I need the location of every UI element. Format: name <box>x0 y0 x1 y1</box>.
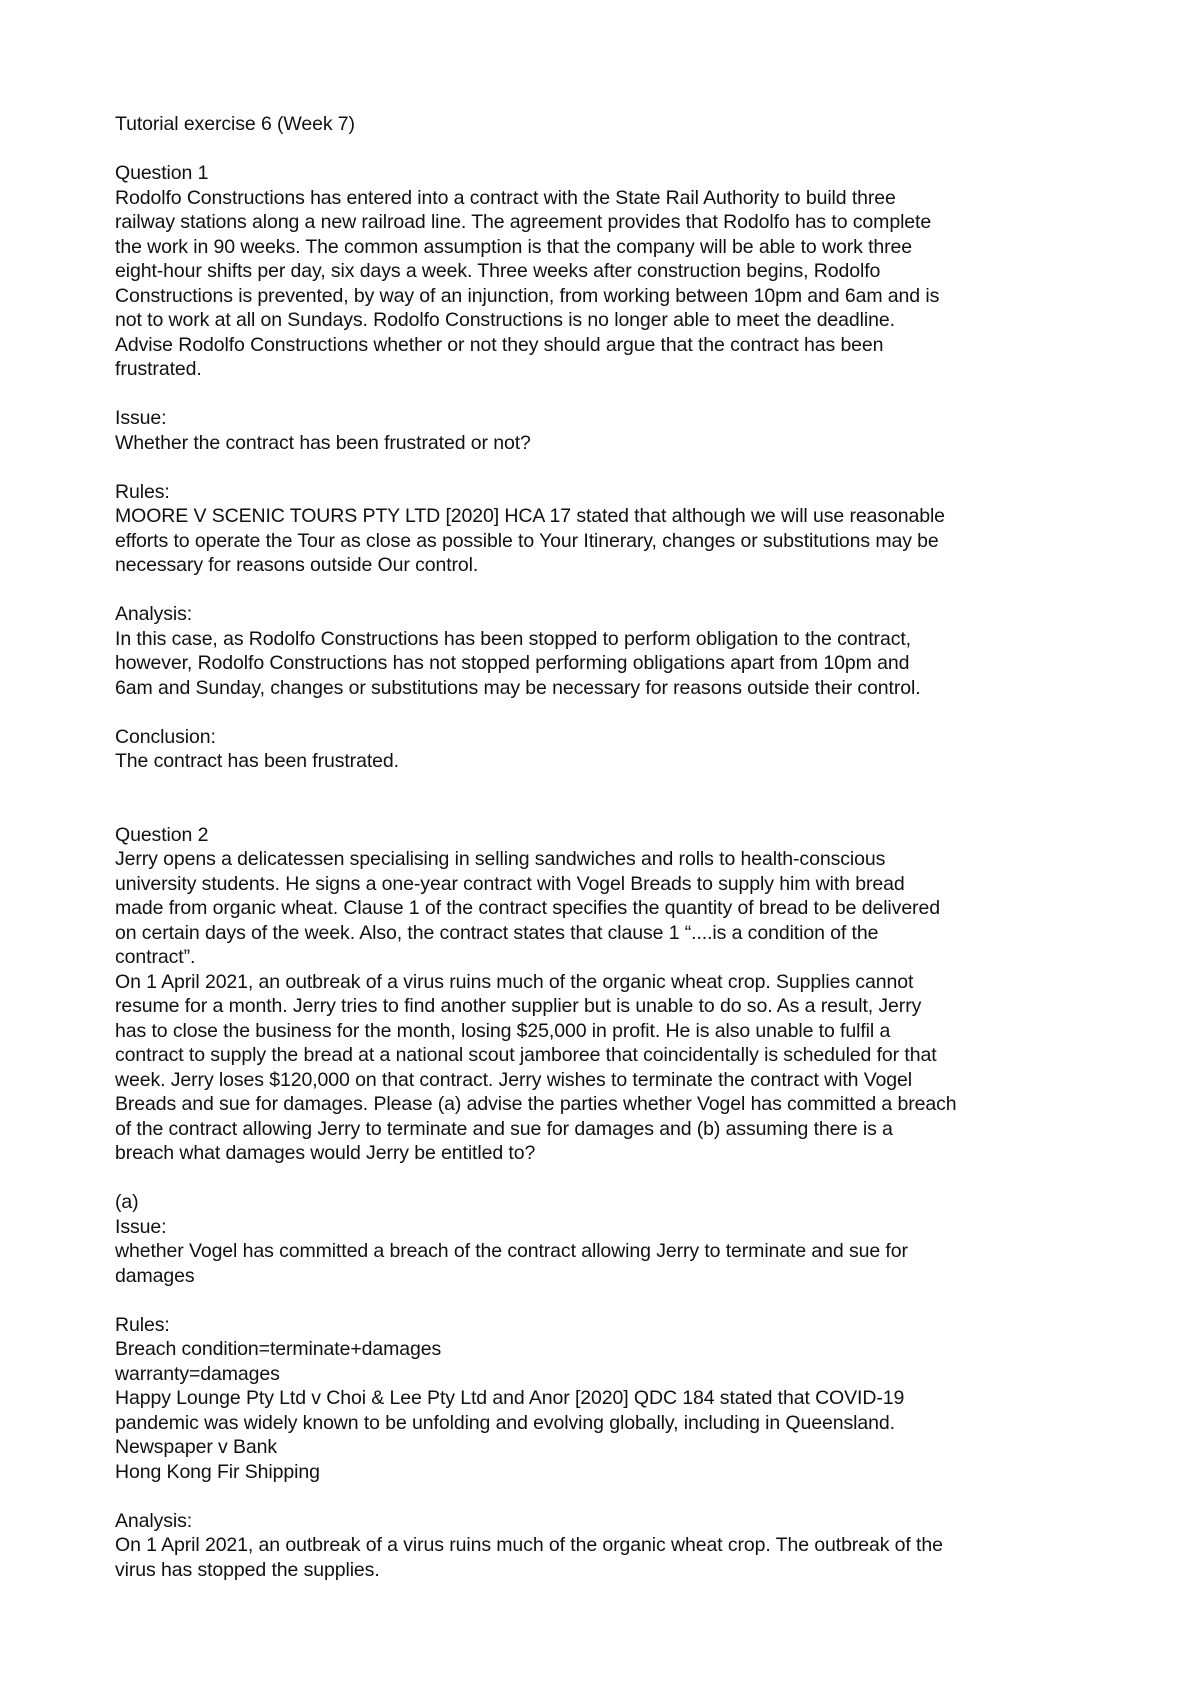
blank-line <box>115 1288 1115 1313</box>
q1-analysis-line: 6am and Sunday, changes or substitutions may be necessary for reasons outside their control. <box>115 676 921 699</box>
blank-line <box>115 382 1115 407</box>
q2-body-line: of the contract allowing Jerry to terminate and sue for damages and (b) assuming there is a <box>115 1117 893 1140</box>
q2-body-line: university students. He signs a one-year contract with Vogel Breads to supply him with bread <box>115 872 905 895</box>
blank-line <box>115 700 1115 725</box>
q1-issue-heading: Issue: <box>115 407 167 429</box>
q2-body-line: On 1 April 2021, an outbreak of a virus ruins much of the organic wheat crop. Supplies cannot <box>115 970 914 993</box>
q2-analysis-line: virus has stopped the supplies. <box>115 1558 380 1581</box>
blank-line <box>115 1484 1115 1509</box>
q2-analysis-heading: Analysis: <box>115 1509 193 1532</box>
q2-rules-line: Hong Kong Fir Shipping <box>115 1460 320 1483</box>
q2-body-line: Jerry opens a delicatessen specialising in selling sandwiches and rolls to health-conscious <box>115 848 886 870</box>
q1-issue-line: Whether the contract has been frustrated or not? <box>115 431 531 454</box>
q1-rules-line: necessary for reasons outside Our control. <box>115 554 479 576</box>
q1-rules-heading: Rules: <box>115 480 170 503</box>
q2-body-line: contract to supply the bread at a national scout jamboree that coincidentally is scheduled for that <box>115 1044 937 1066</box>
q2-part-a-label: (a) <box>115 1191 139 1213</box>
q1-conclusion-heading: Conclusion: <box>115 725 216 748</box>
q1-rules-line: MOORE V SCENIC TOURS PTY LTD [2020] HCA 17 stated that although we will use reasonable <box>115 505 945 527</box>
blank-lines <box>115 774 1115 823</box>
q2-rules-line: Happy Lounge Pty Ltd v Choi & Lee Pty Ltd and Anor [2020] QDC 184 stated that COVID-19 <box>115 1387 905 1409</box>
q2-body-line: Breads and sue for damages. Please (a) advise the parties whether Vogel has committed a breach <box>115 1093 957 1115</box>
q1-rules-line: efforts to operate the Tour as close as possible to Your Itinerary, changes or substitutions may be <box>115 529 939 552</box>
q2-body-line: made from organic wheat. Clause 1 of the contract specifies the quantity of bread to be delivered <box>115 897 940 919</box>
q1-analysis-line: however, Rodolfo Constructions has not stopped performing obligations apart from 10pm and <box>115 652 910 674</box>
q1-body-line: frustrated. <box>115 358 202 380</box>
q2-body-line: breach what damages would Jerry be entitled to? <box>115 1142 536 1164</box>
q1-body-line: eight-hour shifts per day, six days a week. Three weeks after construction begins, Rodolfo <box>115 260 881 282</box>
q2-rules-heading: Rules: <box>115 1313 170 1336</box>
q1-body-line: the work in 90 weeks. The common assumption is that the company will be able to work three <box>115 235 913 258</box>
q2-rules-line: warranty=damages <box>115 1362 280 1385</box>
q1-body-line: Constructions is prevented, by way of an injunction, from working between 10pm and 6am and is <box>115 284 940 307</box>
document-content <box>115 112 1115 1582</box>
q1-body-line: Advise Rodolfo Constructions whether or not they should argue that the contract has been <box>115 333 884 356</box>
q2-issue-line: whether Vogel has committed a breach of the contract allowing Jerry to terminate and sue for <box>115 1240 908 1262</box>
q2-body-line: on certain days of the week. Also, the contract states that clause 1 “....is a condition of the <box>115 921 879 944</box>
q2-analysis-line: On 1 April 2021, an outbreak of a virus ruins much of the organic wheat crop. The outbreak of the <box>115 1534 943 1556</box>
q2-body-line: contract”. <box>115 946 196 968</box>
q1-body-line: not to work at all on Sundays. Rodolfo Constructions is no longer able to meet the deadline. <box>115 309 895 331</box>
q2-body-line: week. Jerry loses $120,000 on that contract. Jerry wishes to terminate the contract with Vogel <box>115 1068 913 1091</box>
q2-issue-line: damages <box>115 1264 195 1287</box>
q1-analysis-line: In this case, as Rodolfo Constructions has been stopped to perform obligation to the contract, <box>115 627 911 650</box>
q1-body-line: railway stations along a new railroad line. The agreement provides that Rodolfo has to complete <box>115 211 932 233</box>
q1-conclusion-line: The contract has been frustrated. <box>115 750 399 772</box>
blank-line <box>115 455 1115 480</box>
q1-body-line: Rodolfo Constructions has entered into a contract with the State Rail Authority to build three <box>115 186 896 209</box>
q2-body-line: resume for a month. Jerry tries to find another supplier but is unable to do so. As a result, Jerry <box>115 995 922 1017</box>
q2-issue-heading: Issue: <box>115 1215 167 1238</box>
blank-line <box>115 1166 1115 1191</box>
q1-heading: Question 1 <box>115 162 209 184</box>
q2-heading: Question 2 <box>115 823 209 846</box>
q1-analysis-heading: Analysis: <box>115 603 193 625</box>
blank-line <box>115 137 1115 162</box>
document-title: Tutorial exercise 6 (Week 7) <box>115 113 355 135</box>
q2-rules-line: Newspaper v Bank <box>115 1436 278 1458</box>
blank-line <box>115 578 1115 603</box>
q2-rules-line: pandemic was widely known to be unfolding and evolving globally, including in Queensland. <box>115 1411 895 1434</box>
q2-body-line: has to close the business for the month, losing $25,000 in profit. He is also unable to fulfil a <box>115 1019 891 1042</box>
q2-rules-line: Breach condition=terminate+damages <box>115 1338 442 1360</box>
